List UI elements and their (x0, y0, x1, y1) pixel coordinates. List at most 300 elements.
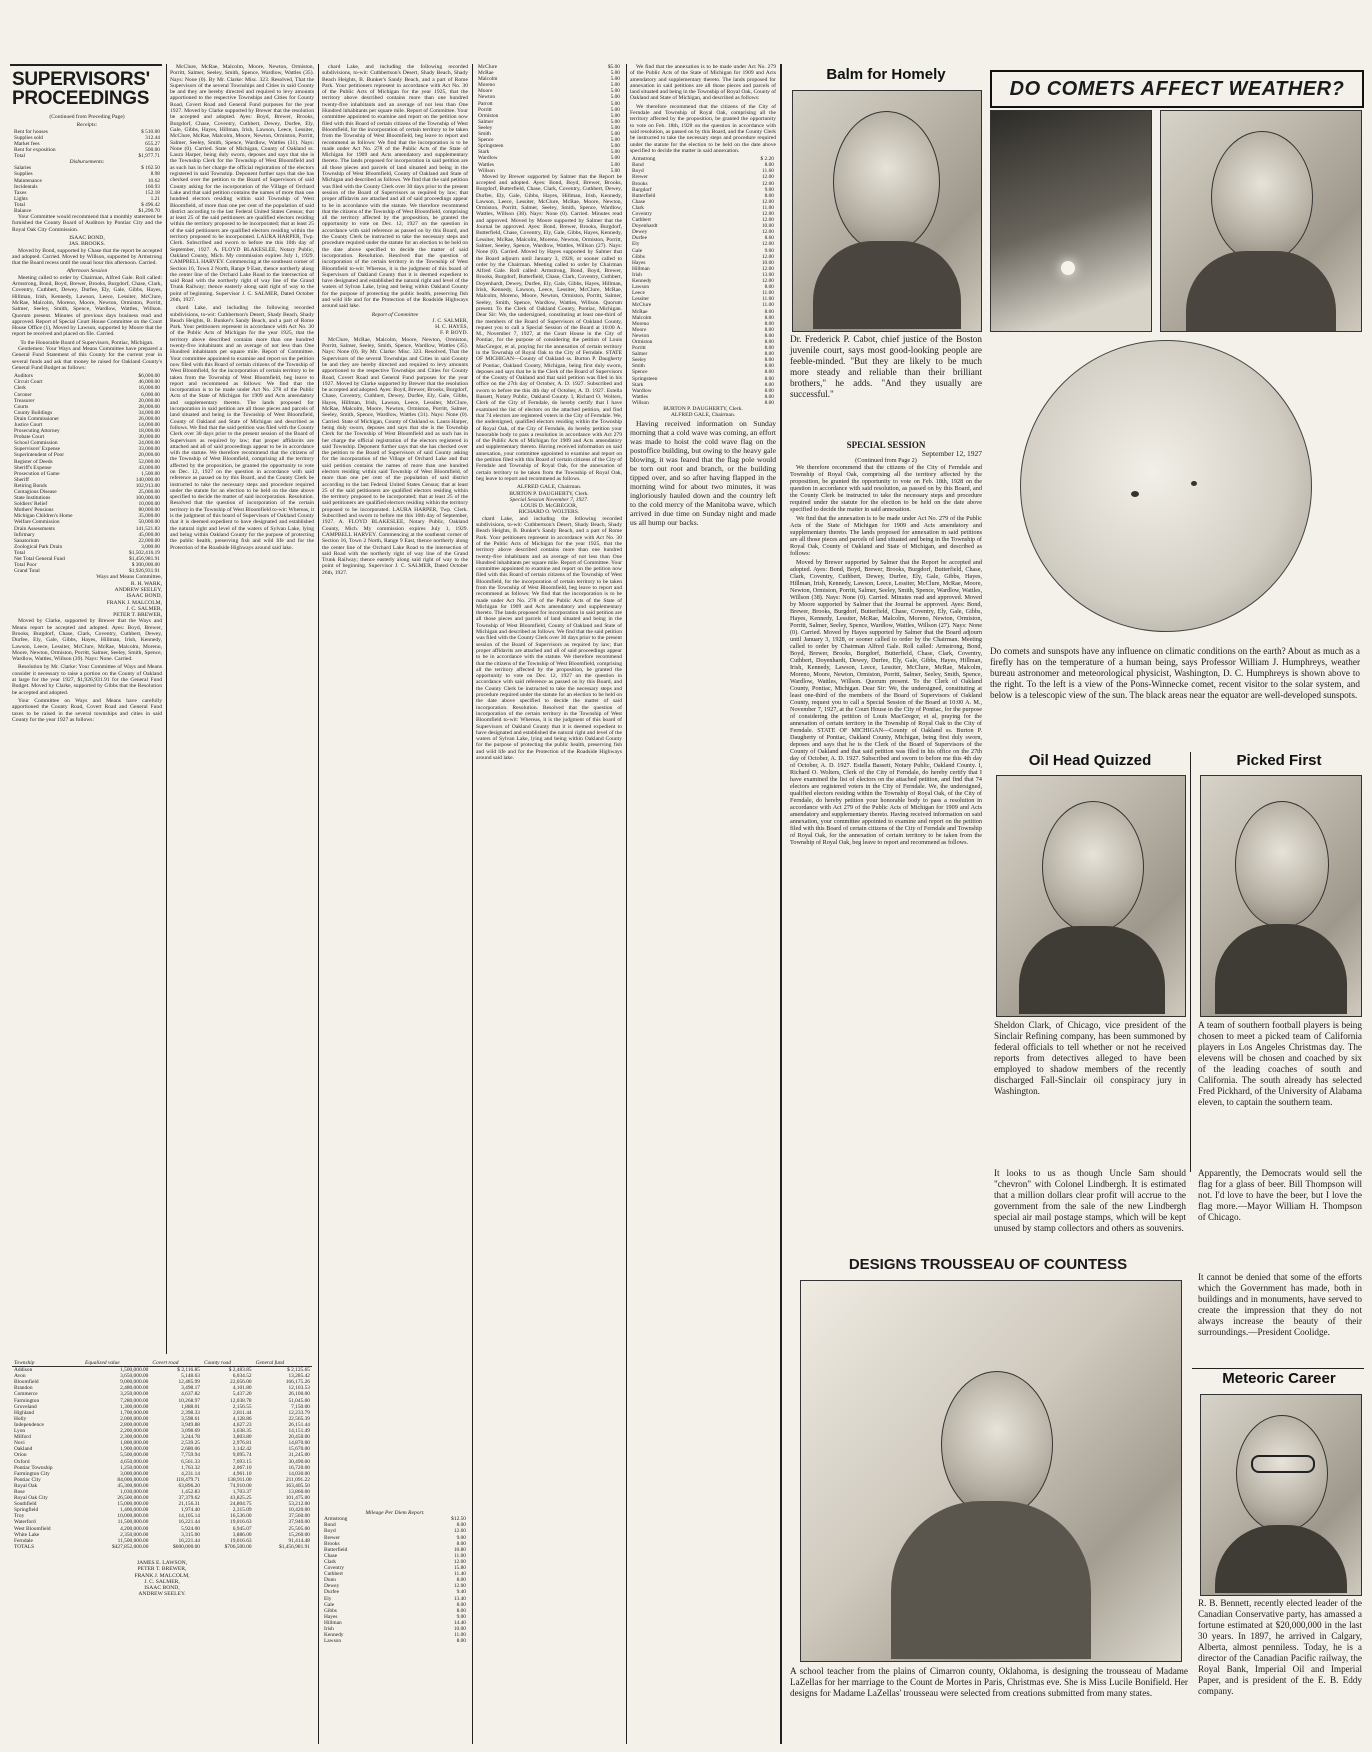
disbursements-heading: Disbursements: (69, 159, 105, 166)
balm-caption: Dr. Frederick P. Cabot, chief justice of the Boston juvenile court, says most good-looking people are feeble-minded. "But they are likely to be much more steady and reliable than their brilliant brothers," he adds. "And they usually are successful." (790, 334, 982, 399)
portrait-face (1236, 1415, 1328, 1532)
table-cell: $706,500.00 (224, 1543, 252, 1550)
portrait-face (1235, 801, 1329, 928)
row-label: Porritt (632, 345, 646, 352)
table-cell: $ 2,116.85 (177, 1367, 200, 1374)
row-value: 80,000.00 (138, 507, 160, 514)
table-row (322, 1638, 468, 1644)
table-cell: 37,560.00 (288, 1513, 310, 1520)
row-label: Courts (14, 403, 29, 410)
row-value: 5.00 (610, 124, 620, 131)
table-cell: 15,260.00 (288, 1531, 310, 1538)
meteoric-caption: R. B. Bennett, recently elected leader of the Canadian Conservative party, has amassed a fortune estimated at $20,000,000 in the last 30 years. In 1897, he arrived in Calgary, Alberta, almost penniless. Today, he is a director of the Canadian Pacific railway, the Royal Bank, Imperial Oil and Imperial Paper, and is president of the E. B. Eddy company. (1198, 1598, 1362, 1696)
table-cell: 4,101.80 (232, 1385, 252, 1392)
oilhead-caption: Sheldon Clark, of Chicago, vice president of the Sinclair Refining company, has been summoned by federal officials to tell whether or not he received reports from detectives alleged to have been employed to shadow members of the recently discharged Fall-Sinclair oil conspiracy jury in Washington. (994, 1020, 1186, 1096)
continued-note: (Continued from Preceding Page) (49, 114, 125, 120)
table-cell: 43,825.25 (230, 1495, 252, 1502)
row-label: Cuthbert (324, 1571, 343, 1578)
row-value: 12.00 (761, 265, 774, 272)
row-value: 12.00 (761, 174, 774, 181)
row-value: 10,000.00 (138, 501, 160, 508)
row-value: 28,000.00 (138, 403, 160, 410)
special-session-date: September 12, 1927 (921, 449, 982, 458)
table-cell: Southfield (14, 1501, 37, 1508)
row-value: $12.50 (451, 1516, 466, 1523)
table-cell: Addison (14, 1367, 33, 1374)
col4-roster (476, 64, 622, 174)
row-label: Zoological Park Drain (14, 543, 63, 550)
table-cell: 9,000,000.00 (120, 1379, 149, 1386)
row-label: Grand Total (14, 568, 40, 575)
row-label: Spence (632, 369, 648, 376)
comets-caption: Do comets and sunspots have any influence on climatic conditions on the earth? About as much as a firefly has on the temperature of a human being, says Professor William J. Humphreys, weather bureau astronomer and meteorological physicist, Washington, D. C. Humphreys is shown above to the right. To the left is a view of the Pons-Winnecke comet, recent visitor to the solar system, and below is a telescopic view of the sun. The black areas near the equator are well-developed sunspots. (990, 646, 1360, 700)
col1-para-c: Meeting called to order by Chairman, Alfred Gale. Roll called: Armstrong, Bond, Boyd, Brewer, Brooks, Burgdorf, Chase, Clark, Coventry, Cuthbert, Dewey, Durfee, Ely, Gale, Gibbs, Hayes, Hillman, Irish, Kennedy, Lawson, Leece, Lessiter, McClure, McRae, Malcolm, Moreno, Moore, Newton, Ormiston, Porritt, Salmer, Seeley, Smith, Spence, Wardlow, Wattles, Willson. Quorum present. Minutes of previous days business read and approved. Report of Special Court House Committee on the Court House Office (1), Moved by Lawson, supported by Moore that the report be received and placed on file. Carried. (12, 274, 162, 338)
row-label: Durfee (324, 1589, 339, 1596)
table-cell: Oakland (14, 1446, 33, 1453)
receipts-table (12, 129, 162, 159)
column-rule (166, 64, 167, 1354)
table-cell: 2,398.33 (181, 1409, 200, 1416)
table-cell: $600,000.00 (173, 1543, 200, 1550)
table-cell: 74,910.00 (230, 1482, 252, 1489)
row-value: 10.80 (453, 1546, 466, 1553)
row-label: Maintenance (14, 177, 42, 184)
row-value: 46,000.00 (138, 379, 160, 386)
row-value: 30,000.00 (138, 434, 160, 441)
row-label: Gale (632, 247, 643, 254)
fund-heading: To the Honorable Board of Supervisors, Pontiac, Michigan. (20, 339, 154, 346)
row-value: 15.80 (453, 1565, 466, 1572)
row-label: Moore (632, 326, 647, 333)
row-value: 5.00 (610, 167, 620, 174)
row-label: Irish (632, 271, 642, 278)
row-label: McRae (632, 308, 648, 315)
report-of-committee: Report of Committee (371, 311, 419, 318)
table-cell: 4,650,000.00 (120, 1458, 149, 1465)
table-cell: 14,105.14 (178, 1513, 200, 1520)
table-cell: 1,500,000.00 (120, 1367, 149, 1374)
column-header: County road (202, 1360, 254, 1367)
row-label: Ely (324, 1595, 332, 1602)
row-value: 12.00 (453, 1583, 466, 1590)
row-label: Auditors (14, 373, 33, 380)
table-cell: 7,759.94 (181, 1452, 200, 1459)
oilhead-photo (996, 775, 1186, 1017)
column-rule (318, 64, 319, 1744)
row-value: 8.00 (764, 387, 774, 394)
row-label: Sheriff's Expense (14, 464, 52, 471)
row-value: 11.00 (762, 302, 774, 309)
row-value: 100,000.00 (135, 495, 160, 502)
disbursements-table (12, 165, 162, 214)
table-cell: 26,151.44 (288, 1421, 310, 1428)
row-label: Circuit Court (14, 379, 43, 386)
row-value: 22,000.00 (138, 537, 160, 544)
table-cell: 4,961.10 (232, 1470, 252, 1477)
uncle-sam-paragraph: It looks to us as though Uncle Sam should "chevron" with Colonel Lindbergh. It is estimated that a million dollars clear profit will accrue to the government from the sale of the new Lindbergh special air mail postage stamps, which will be kept unused by stamp collectors and others as souvenirs. (994, 1168, 1186, 1233)
signature-line: Ways and Means Committee, (96, 574, 162, 581)
col4-text-b: chard Lake, and including the following recorded subdivisions, to-wit: Cuthbertson's Desert, Shady Beach, Shady Beach Heights, B. Bunker's Sandy Beach, and a part of Rome Park. Your petitioners represent in accordance with Act No. 30 of the Public Acts of Michigan for the year 1925, that the territory above described contains more than one hundred twenty-five inhabitants and an average of not less than One Hundred inhabitants per square mile. Report of Committee. Your committee appointed to examine and report on the petition now filed with this Board of certain citizens of the Township of West Bloomfield, for the incorporation of certain territory to be taken from the Township of West Bloomfield, beg leave to report and recommend as follows: We find that the incorporation is to be made under Act No. 278 of the Public Acts of the State of Michigan for 1909 and Acts amendatory and supplementary thereto. The lands proposed for incorporation in said petition are all those pieces and parcels of land situated and being in the Township of West Bloomfield, County of Oakland and State of Michigan and described as follows. We find that the said petition was filed with the County Clerk over 30 days prior to the present session of the Board of Supervisors as required by law; that proper affidavits are attached and all of said proceedings appear to be in accordance with the statute. We therefore recommend that the citizens of the Township of West Bloomfield, comprising all the territory affected by the proposition, be granted the opportunity to vote on Dec. 12, 1927 on the question in accordance with said reference as passed on by this Board, and the County Clerk be instructed to take the necessary steps and procedure required under the statute for an election to be held on the date above specified to decide the matter of said incorporation. Resolution. Resolved that the question of incorporation of the certain territory in the Township of West Bloomfield to-wit: Whereas, it is the judgment of this board of Supervisors of Oakland County that it is deemed expedient to have designated and established the natural right and level of the waters of Sylvan Lake, lying and being within Oakland County for the purpose of protecting the public health, preserving fish and wild life and for the Protection of the Roadside Highways around said lake. (476, 515, 622, 761)
table-cell: Bloomfield (14, 1379, 39, 1386)
table-cell: 31,245.00 (288, 1452, 310, 1459)
row-value: 8.00 (764, 369, 774, 376)
row-label: Newton (632, 332, 650, 339)
signature-line: R. H. WARK, (130, 580, 162, 587)
signature-line: RICHARD O. WOLTERS. (518, 509, 580, 516)
signature-line: ISAAC BOND, (126, 593, 162, 600)
table-cell: Ferndale (14, 1537, 33, 1544)
table-cell: 3,250,000.00 (120, 1391, 149, 1398)
row-label: Total (14, 201, 25, 208)
row-value: 52,000.00 (138, 458, 160, 465)
table-cell: 7,280,000.00 (120, 1397, 149, 1404)
table-cell: Royal Oak City (14, 1495, 48, 1502)
table-cell: 3,000,000.00 (120, 1470, 149, 1477)
column-5 (630, 64, 776, 1744)
table-cell: 1,250,000.00 (120, 1464, 149, 1471)
table-cell: 37,379.62 (178, 1495, 200, 1502)
row-value: 8.00 (764, 375, 774, 382)
table-cell: 1,703.37 (232, 1488, 252, 1495)
section-rule (780, 64, 782, 1744)
table-cell: 11,500,000.00 (117, 1519, 149, 1526)
row-label: Gibbs (324, 1607, 337, 1614)
table-cell: 1,400,000.00 (120, 1507, 149, 1514)
column-3 (322, 64, 468, 1504)
row-value: 160.93 (145, 183, 160, 190)
table-cell: 25,505.00 (288, 1525, 310, 1532)
row-label: State Institutions (14, 495, 51, 502)
column-4 (476, 64, 622, 1744)
row-value: 8.00 (764, 162, 774, 169)
portrait-body (1215, 1525, 1347, 1593)
row-value: 12.00 (761, 211, 774, 217)
signature-line: FRANK J. MALCOLM, (106, 599, 162, 606)
table-cell: $1,456,981.91 (279, 1543, 310, 1550)
table-cell: 2,156.55 (232, 1403, 252, 1410)
table-cell: Milford (14, 1434, 31, 1441)
row-label: Butterfield (324, 1546, 348, 1553)
row-label: Moreno (632, 320, 650, 327)
table-cell: Troy (14, 1513, 25, 1520)
table-cell: 19,016.63 (230, 1519, 252, 1526)
table-cell: 1,900,000.00 (120, 1446, 149, 1453)
row-label: Stark (478, 149, 490, 156)
table-cell: Highland (14, 1409, 35, 1416)
masthead-rule (10, 64, 162, 66)
table-cell: Groveland (14, 1403, 37, 1410)
row-value: 8.00 (764, 308, 774, 315)
table-cell: 3,949.88 (181, 1421, 200, 1428)
table-cell: 10,420.00 (288, 1507, 310, 1514)
row-label: Porritt (478, 106, 492, 113)
row-label: Dewey (632, 229, 648, 236)
row-label: Springsteen (478, 143, 504, 150)
row-value: 33,000.00 (138, 446, 160, 453)
signature-line: H. C. HAYES, (435, 324, 468, 331)
row-value: 13.00 (761, 271, 774, 278)
row-label: Butterfield (632, 192, 656, 199)
row-label: Lights (14, 195, 28, 202)
table-cell: White Lake (14, 1531, 40, 1538)
comet-head (1061, 261, 1075, 275)
table-cell: 3,315.00 (181, 1531, 200, 1538)
row-value: 11.00 (762, 204, 774, 211)
table-cell: 7,693.15 (232, 1458, 252, 1465)
row-value: 5.00 (610, 88, 620, 95)
row-value: $5.00 (607, 64, 620, 70)
row-value: 9.00 (764, 247, 774, 254)
row-value: 8.00 (764, 320, 774, 327)
table-cell: 2,315.09 (232, 1507, 252, 1514)
portrait-body (813, 241, 961, 329)
portrait-body (1215, 924, 1347, 1014)
table-cell: 1,300,000.00 (120, 1403, 149, 1410)
row-label: Seeley (632, 357, 647, 364)
special-session-title: SPECIAL SESSION (846, 440, 926, 450)
table-cell: $427,852,000.00 (112, 1543, 149, 1550)
row-label: Taxes (14, 189, 27, 196)
row-value: 11.00 (454, 1632, 466, 1639)
row-value: $ 300,000.00 (131, 562, 160, 569)
table-row (12, 1367, 312, 1374)
row-label: Clark (632, 204, 644, 211)
row-label: Dunn (324, 1577, 336, 1584)
row-value: 5.00 (610, 106, 620, 113)
row-value: 8.00 (456, 1522, 466, 1529)
row-value: 10.62 (147, 177, 160, 184)
row-label: Welfare Commission (14, 519, 60, 526)
table-cell: 5,148.63 (181, 1373, 200, 1380)
row-label: Hillman (632, 265, 650, 272)
signature-line: JAMES E. LAWSON, (136, 1560, 188, 1566)
row-value: $1,290.70 (138, 208, 160, 215)
table-cell: 6,561.33 (181, 1458, 200, 1465)
table-cell: 2,300,000.00 (120, 1434, 149, 1441)
row-value: $1,926,931.91 (129, 568, 160, 575)
table-cell: 10,000,000.00 (117, 1513, 149, 1520)
table-cell: 19,016.63 (230, 1537, 252, 1544)
table-row (12, 1544, 312, 1550)
table-cell: 1,763.32 (181, 1464, 200, 1471)
special-session-sep (790, 440, 982, 846)
signature-line: J. C. SALMER, (126, 605, 162, 612)
row-label: Kennedy (632, 278, 652, 285)
row-value: $1,456,981.91 (129, 556, 160, 563)
table-cell: 4,128.86 (232, 1415, 252, 1422)
row-value: $ 496.42 (141, 201, 160, 208)
tax-table-footer (12, 1560, 312, 1745)
row-label: Malcolm (478, 76, 498, 83)
table-cell: 2,350,000.00 (120, 1531, 149, 1538)
row-label: Brewer (632, 174, 648, 181)
portrait-face (1042, 801, 1144, 933)
row-label: Chase (632, 198, 646, 205)
row-value: 8.00 (764, 399, 774, 406)
signers-mid (322, 318, 468, 337)
table-cell: 3,803.80 (232, 1434, 252, 1441)
row-label: Kennedy (324, 1632, 344, 1639)
table-cell: 166,175.26 (285, 1379, 310, 1386)
table-cell: TOTALS (14, 1543, 35, 1550)
row-value: 5.00 (610, 143, 620, 150)
oilhead-title: Oil Head Quizzed (1028, 752, 1152, 769)
row-label: Rent for houses (14, 128, 48, 135)
row-value: 8.00 (764, 284, 774, 291)
trousseau-title: DESIGNS TROUSSEAU OF COUNTESS (848, 1256, 1128, 1273)
row-value: $ 510.00 (141, 128, 160, 135)
table-cell: 1,800,000.00 (120, 1440, 149, 1447)
table-cell: 2,539.25 (181, 1440, 200, 1447)
afternoon-session-heading: Afternoon Session (66, 268, 108, 275)
row-label: Contagious Disease (14, 489, 57, 496)
row-label: Hayes (632, 259, 646, 266)
row-value: 18,000.00 (138, 428, 160, 435)
table-cell: $ 2,483.85 (228, 1367, 252, 1374)
row-value: 102,913.00 (135, 482, 160, 489)
row-label: Superintendent of Poor (14, 452, 65, 459)
table-cell: 12,485.99 (178, 1379, 200, 1386)
row-label: Wattles (632, 393, 649, 400)
row-label: County Buildings (14, 409, 53, 416)
row-value: 312.44 (145, 134, 160, 141)
row-value: 5.00 (610, 70, 620, 77)
row-value: $6,000.00 (138, 373, 160, 380)
row-value: 8.00 (764, 326, 774, 333)
row-value: 12.00 (761, 217, 774, 224)
row-value: 5.00 (610, 149, 620, 156)
row-label: Coroner (14, 391, 32, 398)
sunspot (1191, 481, 1197, 486)
row-label: Total Poor (14, 562, 37, 569)
row-value: 5.00 (610, 137, 620, 144)
row-label: Cuthbert (632, 217, 651, 224)
table-cell: 53,212.00 (288, 1501, 310, 1508)
meteoric-photo (1200, 1394, 1362, 1596)
row-label: Sanatorium (14, 537, 39, 544)
table-cell: 14,870.00 (288, 1440, 310, 1447)
row-value: 12.00 (761, 253, 774, 260)
row-value: 12.00 (761, 229, 774, 236)
row-label: Boyd (324, 1528, 336, 1535)
column-header: General fund (254, 1360, 312, 1367)
row-label: Register of Deeds (14, 458, 53, 465)
table-cell: 3,650,000.00 (120, 1373, 149, 1380)
row-label: Bond (632, 162, 644, 169)
row-label: Springsteen (632, 375, 658, 382)
row-value: 5.00 (610, 82, 620, 89)
special-session-nov: Special Session November 7, 1927. (509, 496, 589, 503)
balm-title: Balm for Homely (826, 66, 946, 83)
table-cell: 3,098.69 (181, 1428, 200, 1435)
column-rule (626, 64, 627, 1744)
row-value: 1.21 (150, 195, 160, 202)
row-label: Salaries (14, 165, 32, 172)
row-label: Supervisors' Expense (14, 446, 61, 453)
row-label: Seeley (478, 124, 493, 131)
table-cell: 30,490.00 (288, 1458, 310, 1465)
col2-text: McClure, McRae, Malcolm, Moore, Newton, Ormiston, Porritt, Salmer, Seeley, Smith, Spence, Wardlow, Wattles (35). Nays: None (0). By Mr. Clarke: Misc. 323. Resolved, That the Supervisors of the several Townships and Cities in said County be and they are hereby directed and required to levy amounts apportioned to the respective Townships and Cities for County Road, Covert Road and General Fund purposes for the year 1927. Moved by Clarke supported by Brewer that the resolution be accepted and adopted. Ayes: Boyd, Brewer, Brooks, Burgdorf, Chase, Coventry, Cuthbert, Dewey, Durfee, Ely, Gale, Gibbs, Hayes, Hillman, Irish, Lawson, Leece, Lessiter, McClure, McRae, Malcolm, Moore, Newton, Ormiston, Porritt, Salmer, Seeley, Smith, Spence, Wardlow, Wattles (31). Nays: None (0). Carried. State of Michigan, County of Oakland ss. Laura Harper, being duly sworn, deposes and says that she is the Township Clerk for the Township of West Bloomfield and as such has in her charge the official registration of the electors registered in said Township. Deponent further says that she has checked over the petition to the Board of Supervisors of said County asking for the incorporation of the Village of Orchard Lake and that said petition contains the names of more than one hundred electors residing within said Township of West Bloomfield, of more than one per cent of the population of said district according to the last Federal United States Census; that at least 25 of the said petitioners are qualified electors residing within the territory proposed to be incorporated; that at least 25 of the said petitioners are qualified electors residing within the territory proposed to be incorporated. LAURA HARPER, Twp. Clerk. Subscribed and sworn to before me this 10th day of September, 1927. A. FLOYD BLAKESLEE, Notary Public, Oakland County, Mich. My commission expires July 1, 1929. CAMPBELL HARVEY. Commencing at the southeast corner of Section 16, Town 2 North, Range 9 East, thence northerly along the center line of the Orchard Lake Road to the intersection of said Road with the northerly right of way line of the Grand Trunk Railway; thence easterly along said right of way to the point of beginning. Supervisor J. C. SALMER, Dated October 26th, 1927. (170, 64, 314, 303)
table-cell: 9,095.74 (232, 1452, 252, 1459)
row-label: Retiring Bonds (14, 482, 47, 489)
table-cell: 26,100.00 (288, 1391, 310, 1398)
row-value: 8.00 (764, 338, 774, 345)
signature-line: LOUIS D. McGREGOR, (520, 503, 578, 510)
row-value: 45,000.00 (138, 531, 160, 538)
col2-text-repeat: chard Lake, and including the following recorded subdivisions, to-wit: Cuthbertson's Desert, Shady Beach, Shady Beach Heights, B. Bunker's Sandy Beach, and a part of Rome Park. Your petitioners represent in accordance with Act No. 30 of the Public Acts of Michigan for the year 1925, that the territory above described contains more than one hundred twenty-five inhabitants and an average of not less than One Hundred inhabitants per square mile. Report of Committee. Your committee appointed to examine and report on the petition now filed with this Board of certain citizens of the Township of West Bloomfield, for the incorporation of certain territory to be taken from the Township of West Bloomfield, beg leave to report and recommend as follows: We find that the incorporation is to be made under Act No. 278 of the Public Acts of the State of Michigan for 1909 and Acts amendatory and supplementary thereto. The lands proposed for incorporation in said petition are all those pieces and parcels of land situated and being in the Township of West Bloomfield, County of Oakland and State of Michigan and described as follows. We find that the said petition was filed with the County Clerk over 30 days prior to the present session of the Board of Supervisors as required by law; that proper affidavits are attached and all of said proceedings appear to be in accordance with the statute. We therefore recommend that the citizens of the Township of West Bloomfield, comprising all the territory affected by the proposition, be granted the opportunity to vote on Dec. 12, 1927 on the question in accordance with said reference as passed on by this Board, and the County Clerk be instructed to take the necessary steps and procedure required under the statute for an election to be held on the date above specified to decide the matter of said incorporation. Resolution. Resolved that the question of incorporation of the certain territory in the Township of West Bloomfield to-wit: Whereas, it is the judgment of this board of Supervisors of Oakland County that it is deemed expedient to have designated and established the natural right and level of the waters of Sylvan Lake, lying and being within Oakland County for the purpose of protecting the public health, preserving fish and wild life and for the Protection of the Roadside Highways around said lake. (170, 305, 314, 551)
row-value: 25,000.00 (138, 489, 160, 496)
row-value: 20,000.00 (138, 397, 160, 404)
table-cell: Rose (14, 1488, 25, 1495)
row-label: Salmer (478, 118, 494, 125)
special-session-text-b: We find that the annexation is to be made under Act No. 279 of the Public Acts of the State of Michigan for 1909 and Acts amendatory and supplementary thereto. The lands proposed for annexation in said petitions are all those pieces and parcels of land situated and being in the Township of Royal Oak, County of Oakland and State of Michigan, and described as follows: (790, 515, 982, 557)
table-cell: 1,888.01 (181, 1403, 200, 1410)
row-label: Newton (478, 94, 496, 101)
table-cell: 4,637.82 (181, 1391, 200, 1398)
row-label: Total (14, 549, 25, 556)
tax-apportionment-table (12, 1360, 312, 1550)
row-value: 8.60 (764, 235, 774, 242)
table-cell: 91,414.48 (288, 1537, 310, 1544)
table-cell: 6,034.52 (232, 1373, 252, 1380)
mileage-table (322, 1516, 468, 1644)
table-cell: $ 2,125.65 (287, 1367, 310, 1374)
row-label: Infirmary (14, 531, 35, 538)
col5-signature (630, 406, 776, 419)
row-label: Michigan Children's Home (14, 513, 73, 520)
table-cell: Farmington City (14, 1470, 50, 1477)
row-value: $ 2.20 (760, 156, 774, 163)
table-cell: 26,500,000.00 (117, 1495, 149, 1502)
signature-line: JAS. BROOKS. (68, 241, 106, 248)
row-label: Ormiston (478, 112, 499, 119)
table-cell: Pontiac Township (14, 1464, 53, 1471)
row-value: 6,000.00 (141, 391, 160, 398)
row-value: 13.40 (453, 1595, 466, 1602)
table-cell: 3,638.35 (232, 1428, 252, 1435)
balm-photo (792, 90, 982, 332)
row-label: McRae (478, 70, 494, 77)
row-label: Brooks (632, 180, 648, 187)
table-cell: 13,285.42 (288, 1373, 310, 1380)
row-value: 9.00 (764, 186, 774, 193)
signature-line: J. C. SALMER, (432, 317, 468, 324)
table-cell: 7,150.00 (291, 1403, 310, 1410)
table-cell: 15,670.00 (288, 1446, 310, 1453)
table-cell: 2,480,000.00 (120, 1385, 149, 1392)
box-rule (1190, 752, 1191, 1172)
row-value: 34,000.00 (138, 409, 160, 416)
row-label: Gibbs (632, 253, 645, 260)
row-label: Net Total General Fund (14, 556, 65, 563)
row-label: Drain Commissioner (14, 415, 60, 422)
table-cell: 138,911.00 (227, 1476, 252, 1483)
trousseau-caption: A school teacher from the plains of Cimarron county, Oklahoma, is designing the trousseau of Madame LaZellas for her marriage to the Count de Mortes in Paris, Christmas eve. She is Miss Lucile Bonifield. Her designs for Madame LaZellas' trousseau were selected from creations submitted from many states. (790, 1666, 1188, 1698)
row-label: Ormiston (632, 338, 653, 345)
row-label: Coventry (632, 211, 653, 217)
row-label: Mothers' Pensions (14, 507, 54, 514)
signers-one (12, 235, 162, 248)
row-label: Prosecution of Game (14, 470, 60, 477)
signers-petition (476, 503, 622, 516)
table-cell: Brandon (14, 1385, 33, 1392)
table-cell: 5,924.00 (181, 1525, 200, 1532)
table-cell: 6,945.07 (232, 1525, 252, 1532)
signers-board (476, 484, 622, 497)
row-label: Ely (632, 241, 640, 248)
row-value: 11.00 (762, 290, 774, 297)
row-label: Probate Court (14, 434, 45, 441)
